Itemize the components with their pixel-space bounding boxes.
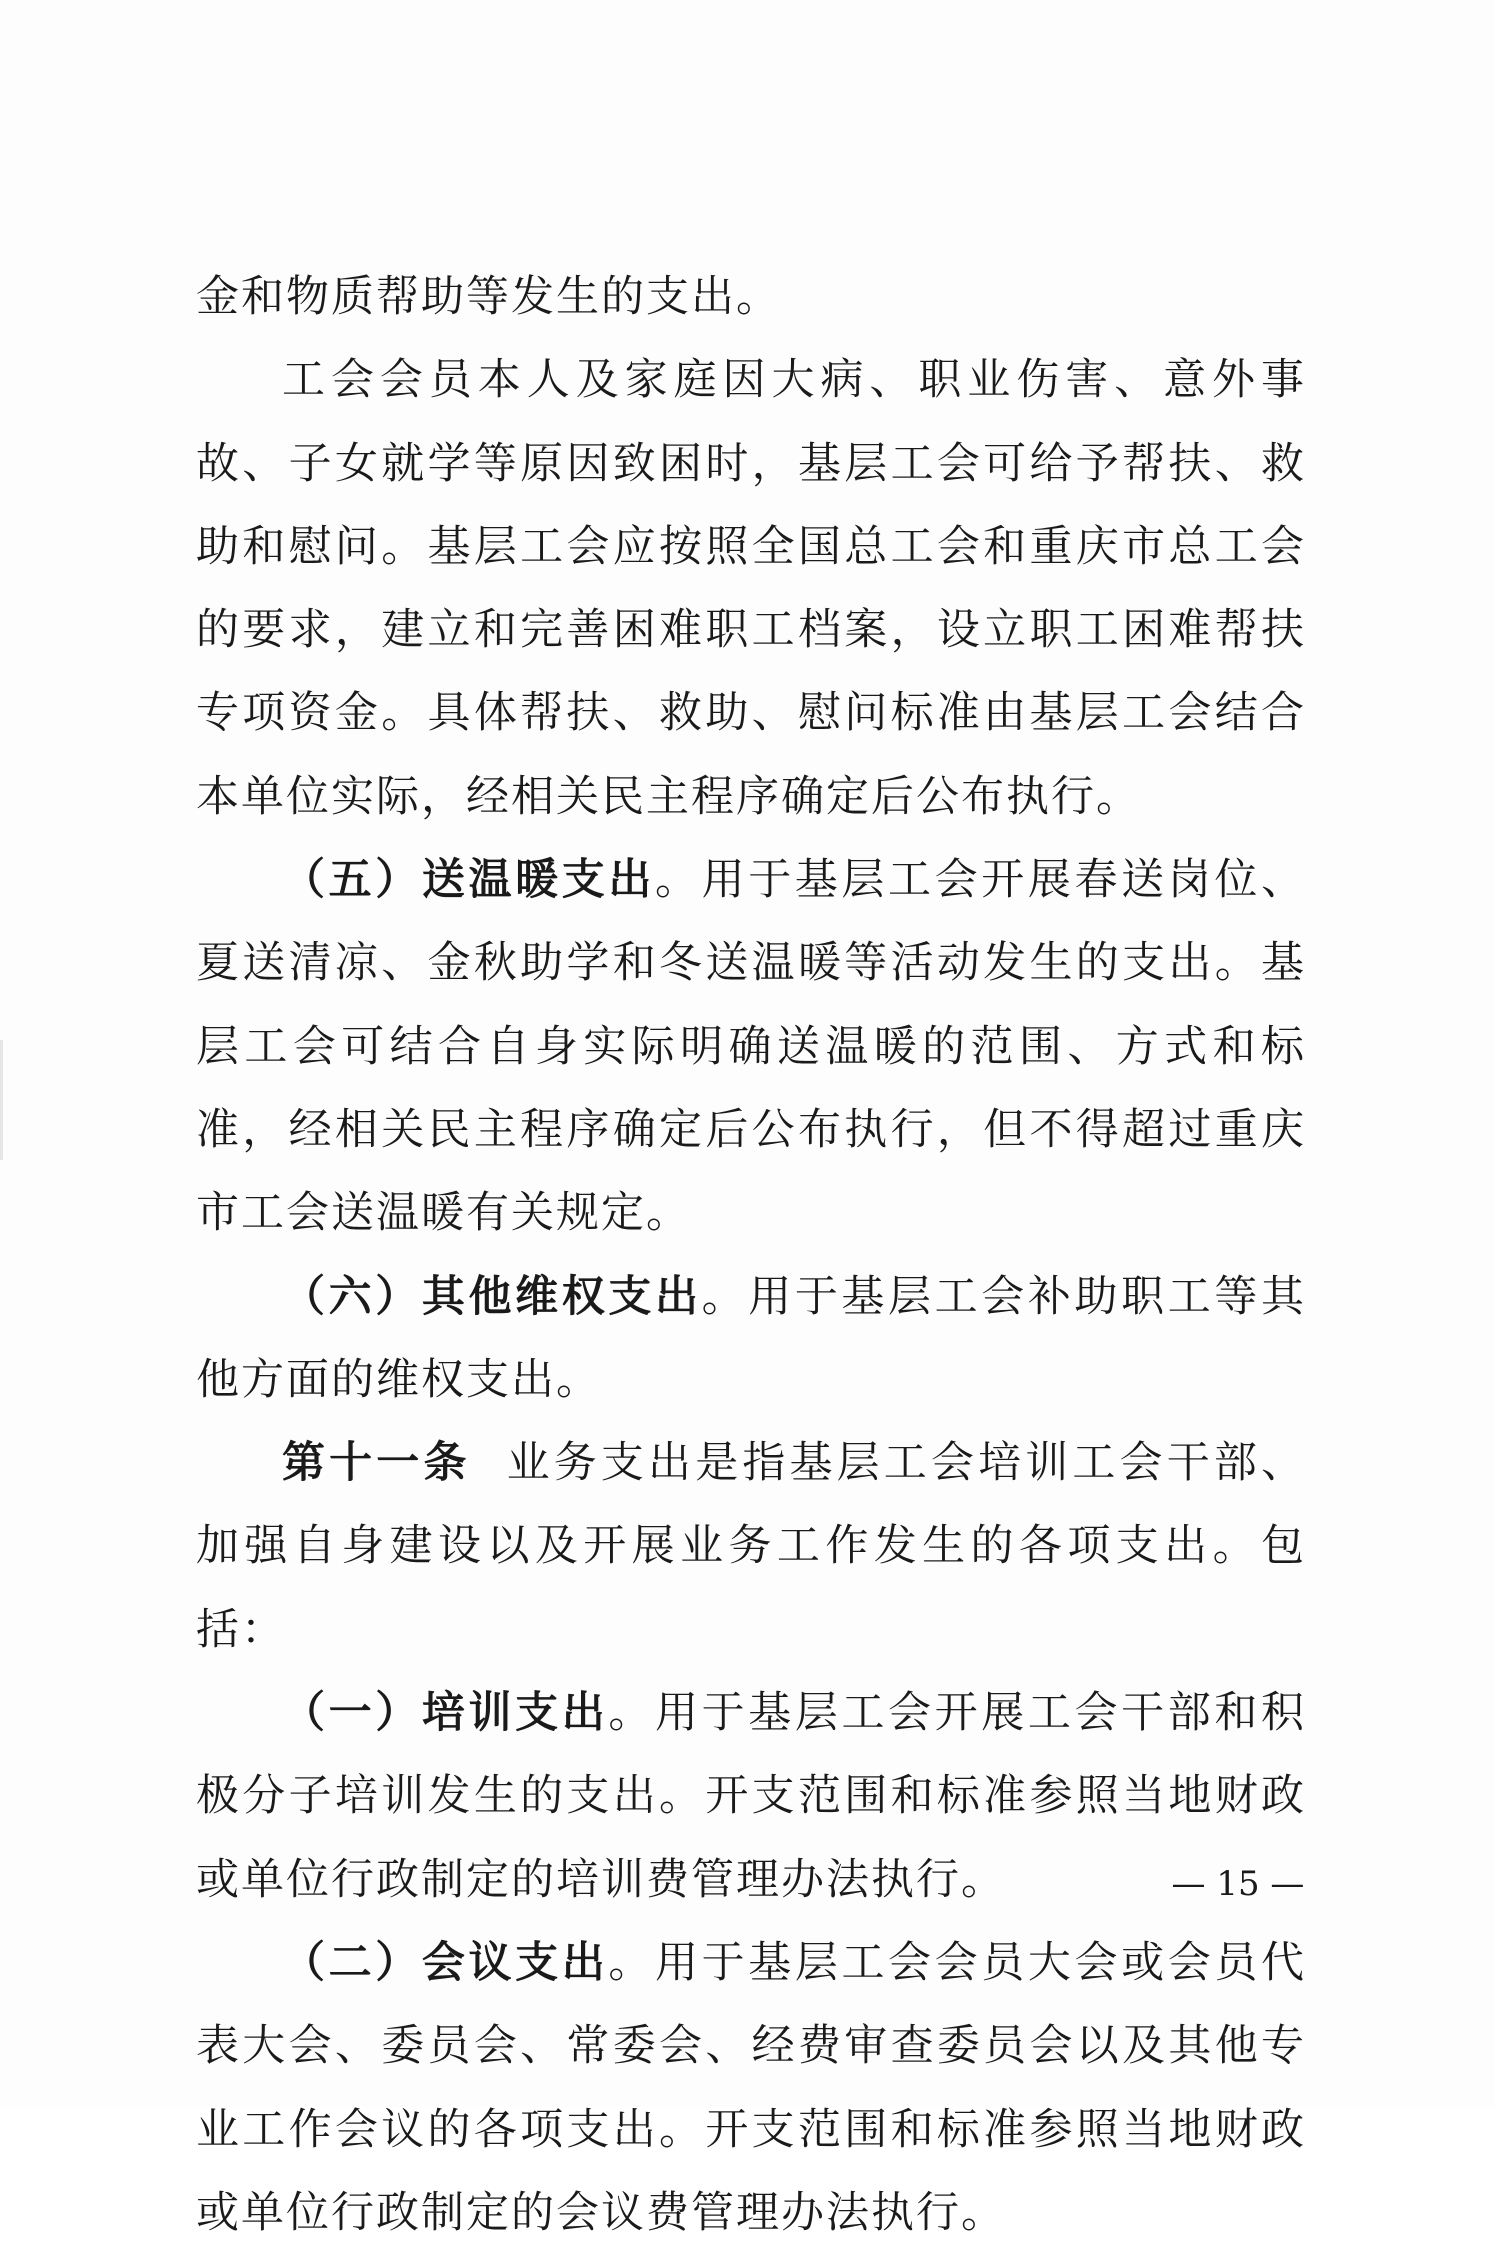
paragraph-text: 。用于基层工会会员大会或会员代表大会、委员会、常委会、经费审查委员会以及其他专业工作会议的各项支出。开支范围和标准参照当地财政或单位行政制定的会议费管理办法执行。 <box>196 1937 1307 2238</box>
paragraph-other-rights-expenditure <box>196 1256 1306 1423</box>
section-heading: （六）其他维权支出 <box>282 1271 702 1322</box>
section-heading: （一）培训支出 <box>282 1688 609 1739</box>
page-number: — 15 — <box>1171 1864 1305 1904</box>
paragraph-text: 金和物质帮助等发生的支出。 <box>196 272 781 322</box>
paragraph-text: 业务支出是指基层工会培训工会干部、加强自身建设以及开展业务工作发生的各项支出。包括： <box>196 1438 1307 1655</box>
document-body <box>196 256 1306 2255</box>
paragraph-training-expenditure <box>196 1672 1306 1922</box>
paragraph-hardship-aid <box>196 339 1306 839</box>
article-heading: 第十一条 <box>282 1438 471 1489</box>
paragraph-text: 。用于基层工会开展工会干部和积极分子培训发生的支出。开支范围和标准参照当地财政或单位行政制定的培训费管理办法执行。 <box>196 1688 1307 1905</box>
paragraph-text: 工会会员本人及家庭因大病、职业伤害、意外事故、子女就学等原因致困时，基层工会可给予帮扶、救助和慰问。基层工会应按照全国总工会和重庆市总工会的要求，建立和完善困难职工档案，设立职工困难帮扶专项资金。具体帮扶、救助、慰问标准由基层工会结合本单位实际，经相关民主程序确定后公布执行。 <box>196 355 1306 822</box>
scan-edge-mark <box>0 1040 3 1160</box>
section-heading: （二）会议支出 <box>282 1937 609 1988</box>
paragraph-article-11 <box>196 1422 1306 1672</box>
paragraph-meeting-expenditure <box>196 1922 1306 2255</box>
paragraph-warmth-expenditure <box>196 839 1306 1255</box>
section-heading: （五）送温暖支出 <box>282 855 655 906</box>
paragraph-continuation <box>196 256 1306 339</box>
paragraph-text: 。用于基层工会补助职工等其他方面的维权支出。 <box>196 1271 1307 1405</box>
paragraph-text: 。用于基层工会开展春送岗位、夏送清凉、金秋助学和冬送温暖等活动发生的支出。基层工会可结合自身实际明确送温暖的范围、方式和标准，经相关民主程序确定后公布执行，但不得超过重庆市工会送温暖有关规定。 <box>196 855 1307 1239</box>
